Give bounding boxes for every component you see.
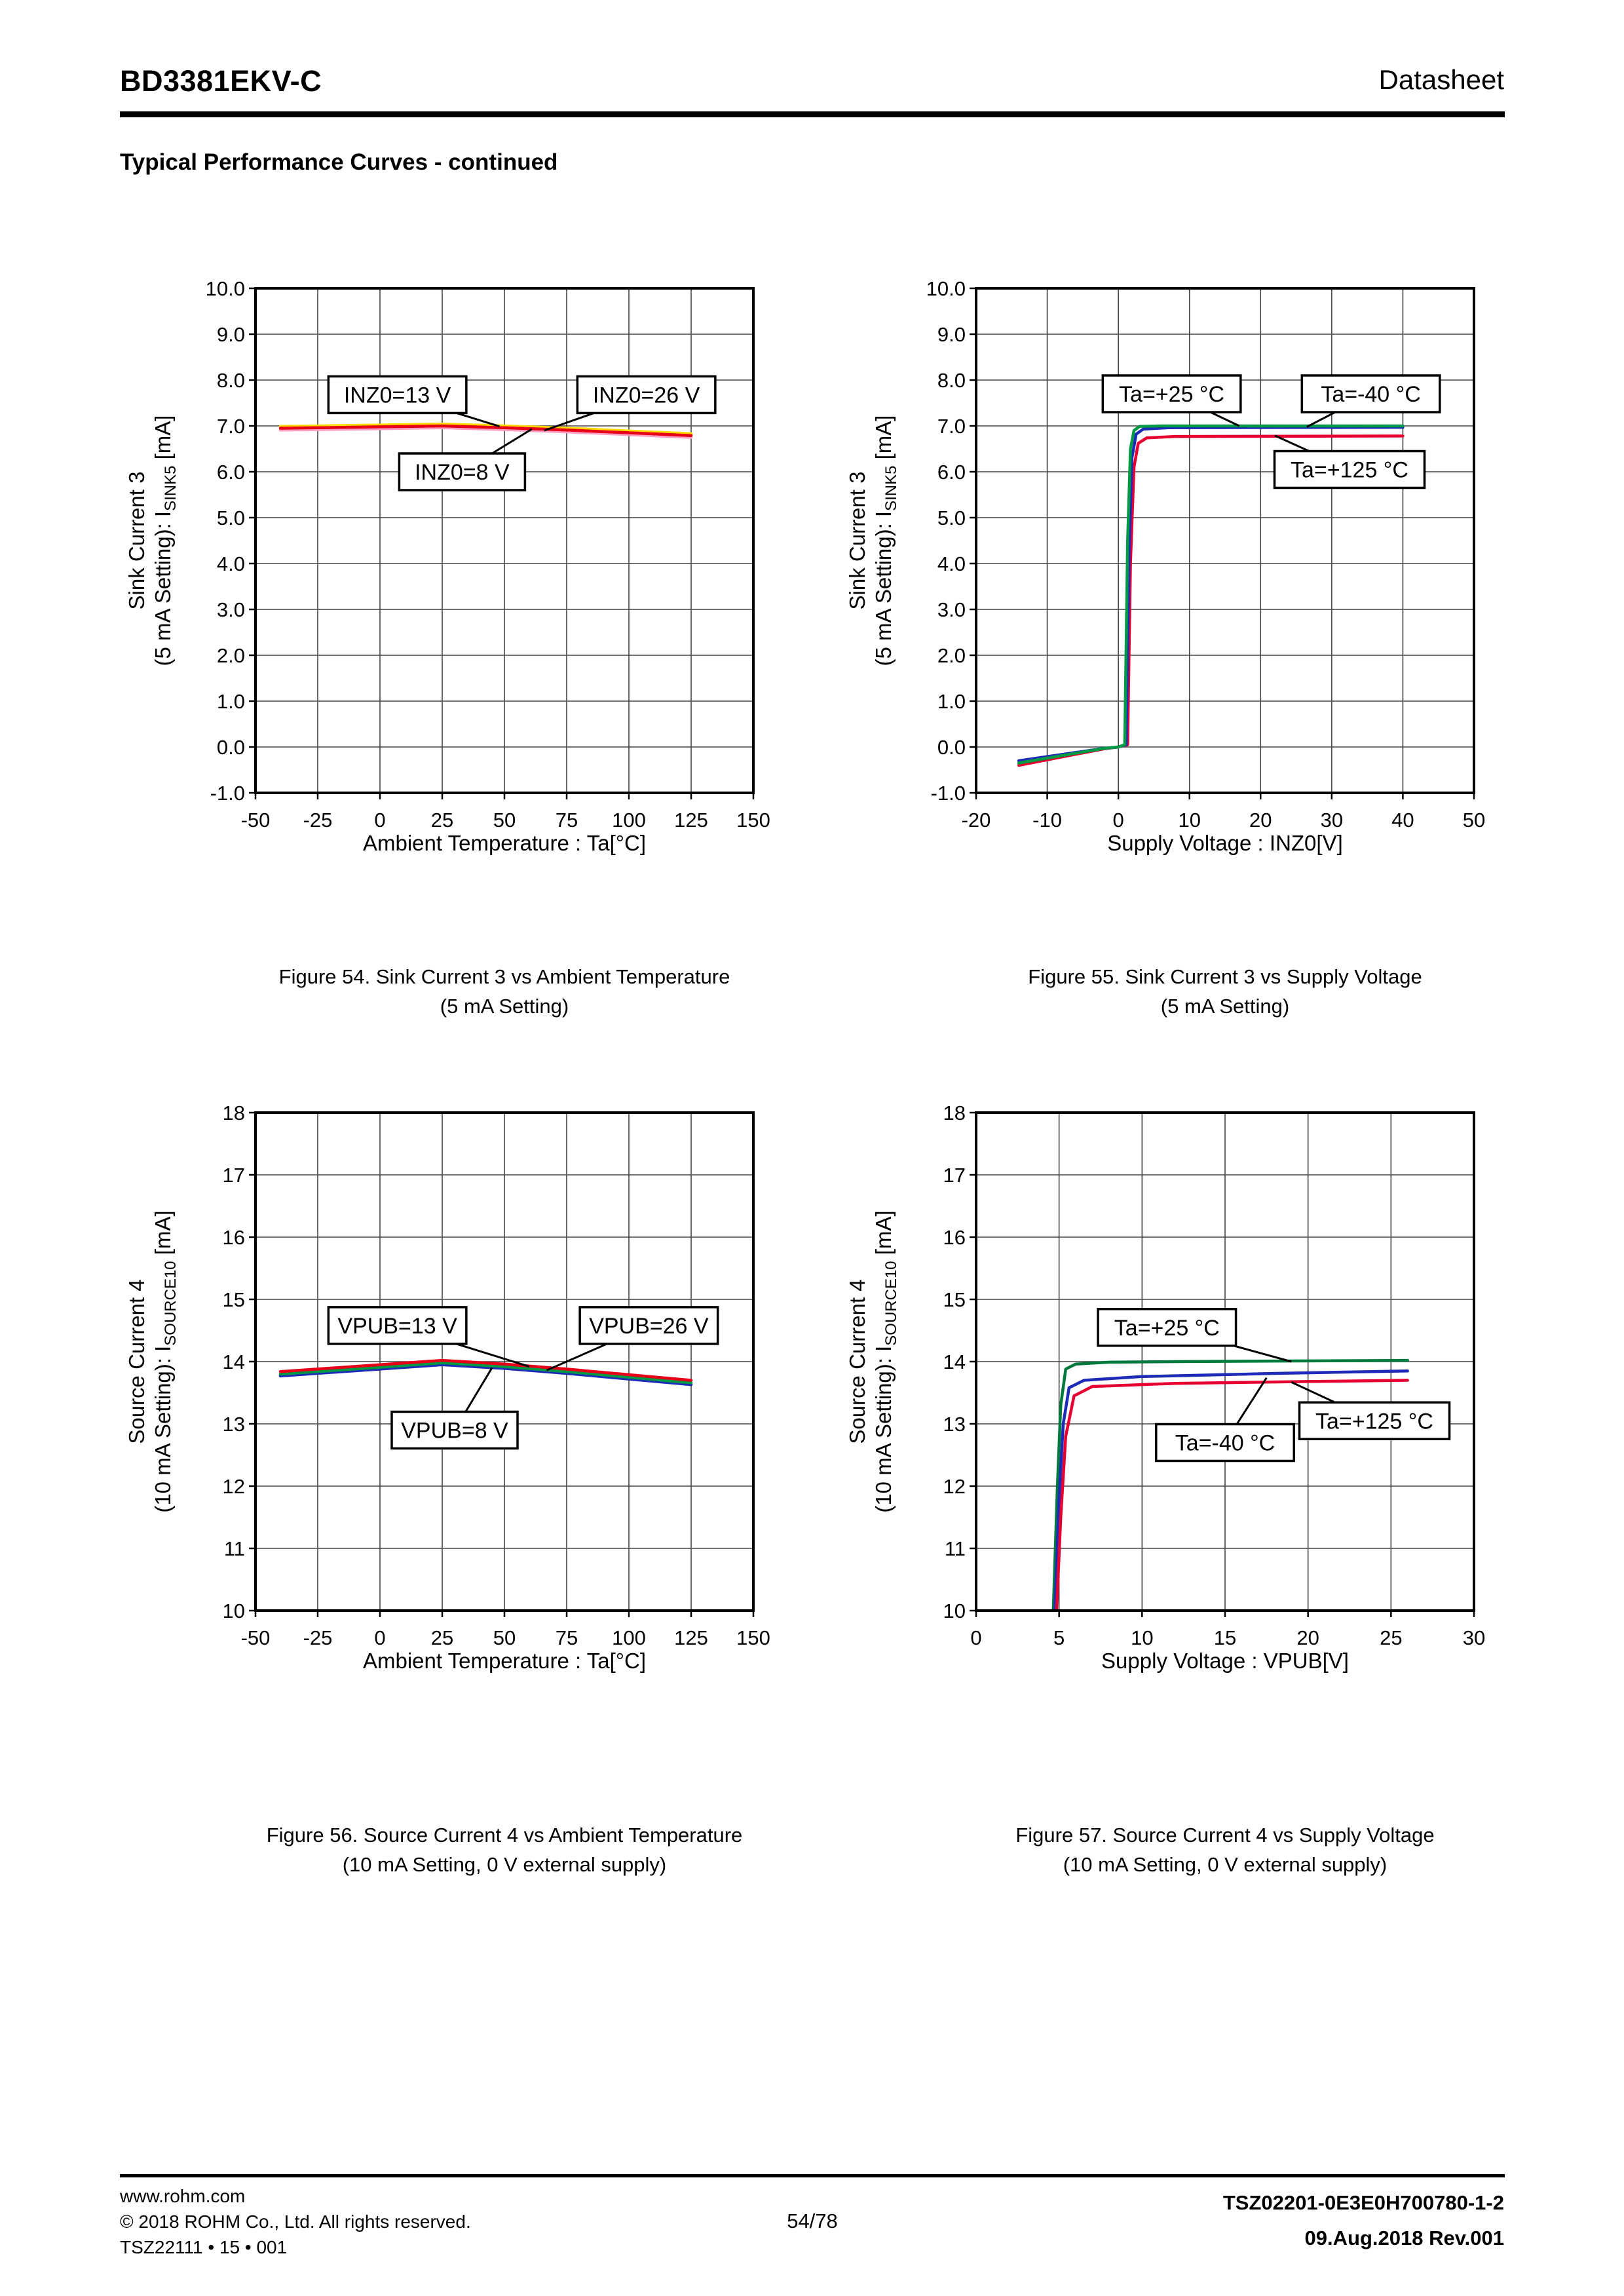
header-rule	[120, 111, 1505, 117]
section-title: Typical Performance Curves - continued	[120, 149, 558, 175]
figure-57-caption: Figure 57. Source Current 4 vs Supply Voltage (10 mA Setting, 0 V external supply)	[1015, 1824, 1435, 1876]
doc-type-label: Datasheet	[1378, 64, 1504, 95]
svg-text:-50: -50	[240, 809, 271, 832]
svg-text:3.0: 3.0	[216, 598, 245, 621]
svg-text:10: 10	[1178, 809, 1201, 832]
svg-text:4.0: 4.0	[937, 552, 966, 575]
svg-text:15: 15	[1213, 1626, 1237, 1649]
page-number: 54/78	[787, 2210, 838, 2232]
svg-text:5.0: 5.0	[937, 506, 966, 529]
svg-text:-1.0: -1.0	[930, 781, 966, 805]
footer-revision: 09.Aug.2018 Rev.001	[1304, 2227, 1504, 2249]
svg-text:0: 0	[970, 1626, 982, 1649]
figure-56-x-axis-label: Ambient Temperature : Ta[°C]	[362, 1649, 646, 1673]
figure-55-caption: Figure 55. Sink Current 3 vs Supply Voltage (5 mA Setting)	[1028, 965, 1422, 1018]
svg-text:2.0: 2.0	[937, 643, 966, 667]
figure-54-y-axis-label: Sink Current 3 (5 mA Setting): $I_{SINK5}$ [mA]	[124, 415, 179, 666]
svg-text:0.0: 0.0	[216, 735, 245, 759]
footer-doc-code: TSZ22111 • 15 • 001	[120, 2237, 288, 2257]
svg-text:13: 13	[943, 1412, 966, 1436]
fig55-plot-border	[976, 288, 1474, 793]
svg-text:40: 40	[1391, 809, 1414, 832]
svg-text:18: 18	[222, 1101, 245, 1124]
svg-text:4.0: 4.0	[216, 552, 245, 575]
fig56-series	[280, 1360, 691, 1385]
figure-57-x-axis-label: Supply Voltage : VPUB[V]	[1101, 1649, 1349, 1673]
svg-text:-25: -25	[303, 1626, 333, 1649]
svg-text:10.0: 10.0	[926, 277, 966, 300]
svg-text:15: 15	[943, 1288, 966, 1311]
figure-55-chart	[819, 262, 1520, 908]
svg-text:30: 30	[1320, 809, 1344, 832]
svg-text:0: 0	[374, 809, 386, 832]
svg-text:20: 20	[1249, 809, 1272, 832]
annotation-label: VPUB=13 V	[337, 1314, 457, 1339]
svg-text:-50: -50	[240, 1626, 271, 1649]
annotation-label: Ta=+125 °C	[1291, 457, 1408, 483]
svg-text:150: 150	[736, 1626, 770, 1649]
svg-text:125: 125	[674, 809, 708, 832]
annotation-label: Ta=+25 °C	[1119, 382, 1225, 408]
figure-57-y-label-line1: Source Current 4	[845, 1279, 870, 1444]
annotation-label: Ta=-40 °C	[1175, 1430, 1275, 1456]
svg-text:20: 20	[1296, 1626, 1319, 1649]
fig55-grid	[926, 277, 1486, 832]
figure-54-y-label-line1: Sink Current 3	[124, 471, 149, 610]
svg-text:6.0: 6.0	[937, 460, 966, 484]
figure-55-x-axis-label: Supply Voltage : INZ0[V]	[1107, 831, 1343, 855]
figure-54-x-axis-label: Ambient Temperature : Ta[°C]	[362, 831, 646, 855]
figure-57-chart	[819, 1086, 1520, 1725]
svg-text:17: 17	[943, 1163, 966, 1187]
svg-text:75: 75	[555, 809, 578, 832]
svg-text:75: 75	[555, 1626, 578, 1649]
footer-website[interactable]: www.rohm.com	[120, 2186, 246, 2206]
annotation-label: INZ0=13 V	[343, 383, 451, 408]
fig56-plot	[98, 1086, 799, 1725]
svg-text:5: 5	[1053, 1626, 1065, 1649]
figure-56-caption: Figure 56. Source Current 4 vs Ambient Temperature (10 mA Setting, 0 V external supply)	[266, 1824, 743, 1876]
svg-text:30: 30	[1462, 1626, 1486, 1649]
annotation-label: VPUB=26 V	[589, 1314, 709, 1339]
svg-text:16: 16	[943, 1225, 966, 1249]
annotation-label: VPUB=8 V	[401, 1418, 508, 1444]
footer-left-block	[120, 2183, 471, 2260]
svg-text:11: 11	[944, 1537, 966, 1560]
footer-ref-number: TSZ02201-0E3E0H700780-1-2	[1222, 2191, 1504, 2214]
figure-56-chart	[98, 1086, 799, 1725]
svg-text:15: 15	[222, 1288, 245, 1311]
annotation-label: Ta=+125 °C	[1315, 1409, 1433, 1434]
svg-text:10: 10	[943, 1599, 966, 1622]
figure-56-y-label-line1: Source Current 4	[124, 1279, 149, 1444]
svg-text:-20: -20	[961, 809, 991, 832]
svg-text:16: 16	[222, 1225, 245, 1249]
figure-55-y-axis-label: Sink Current 3 (5 mA Setting): $I_{SINK5}$ [mA]	[845, 415, 900, 666]
svg-text:6.0: 6.0	[216, 460, 245, 484]
fig55-plot	[819, 262, 1520, 908]
svg-text:5.0: 5.0	[216, 506, 245, 529]
svg-text:3.0: 3.0	[937, 598, 966, 621]
svg-text:0: 0	[1112, 809, 1124, 832]
svg-text:14: 14	[222, 1350, 245, 1373]
annotation-label: INZ0=26 V	[592, 383, 700, 408]
svg-text:17: 17	[222, 1163, 245, 1187]
annotation-label: INZ0=8 V	[415, 460, 510, 486]
fig57-series	[1053, 1360, 1408, 1611]
svg-text:25: 25	[1380, 1626, 1403, 1649]
svg-text:125: 125	[674, 1626, 708, 1649]
footer-rule	[120, 2174, 1505, 2177]
svg-text:50: 50	[493, 1626, 516, 1649]
svg-text:13: 13	[222, 1412, 245, 1436]
svg-text:10: 10	[222, 1599, 245, 1622]
svg-text:8.0: 8.0	[216, 368, 245, 392]
svg-text:14: 14	[943, 1350, 966, 1373]
svg-text:25: 25	[430, 809, 454, 832]
svg-text:12: 12	[943, 1474, 966, 1498]
svg-text:7.0: 7.0	[937, 414, 966, 438]
figure-55-y-label-line1: Sink Current 3	[845, 471, 870, 610]
svg-text:25: 25	[430, 1626, 454, 1649]
svg-text:100: 100	[612, 809, 646, 832]
svg-text:1.0: 1.0	[937, 689, 966, 713]
svg-text:50: 50	[1462, 809, 1486, 832]
figure-54-caption: Figure 54. Sink Current 3 vs Ambient Temperature (5 mA Setting)	[278, 965, 730, 1018]
annotation-label: Ta=+25 °C	[1114, 1315, 1220, 1341]
svg-text:1.0: 1.0	[216, 689, 245, 713]
svg-text:-1.0: -1.0	[210, 781, 245, 805]
svg-text:8.0: 8.0	[937, 368, 966, 392]
figure-56-y-axis-label: Source Current 4 (10 mA Setting): $I_{SOURCE10}$ [mA]	[124, 1210, 179, 1513]
fig54-grid	[206, 277, 770, 832]
fig57-series-Ta=+25 °C	[1053, 1360, 1408, 1611]
fig57-plot	[819, 1086, 1520, 1725]
footer-copyright: © 2018 ROHM Co., Ltd. All rights reserved.	[120, 2211, 471, 2232]
svg-text:11: 11	[223, 1537, 245, 1560]
svg-text:10: 10	[1131, 1626, 1154, 1649]
svg-text:100: 100	[612, 1626, 646, 1649]
svg-text:0.0: 0.0	[937, 735, 966, 759]
footer-right-block	[849, 2185, 1504, 2256]
figure-57-y-axis-label: Source Current 4 (10 mA Setting): $I_{SOURCE10}$ [mA]	[845, 1210, 900, 1513]
svg-text:10.0: 10.0	[205, 277, 245, 300]
svg-text:9.0: 9.0	[937, 322, 966, 346]
svg-text:12: 12	[222, 1474, 245, 1498]
svg-text:7.0: 7.0	[216, 414, 245, 438]
svg-text:2.0: 2.0	[216, 643, 245, 667]
svg-text:9.0: 9.0	[216, 322, 245, 346]
svg-text:150: 150	[736, 809, 770, 832]
svg-text:-25: -25	[303, 809, 333, 832]
part-number: BD3381EKV-C	[120, 64, 322, 98]
svg-text:-10: -10	[1032, 809, 1062, 832]
fig55-annotations	[1103, 375, 1439, 488]
figure-54-chart	[98, 262, 799, 908]
svg-text:0: 0	[374, 1626, 386, 1649]
svg-text:50: 50	[493, 809, 516, 832]
fig54-plot	[98, 262, 799, 908]
annotation-label: Ta=-40 °C	[1321, 382, 1421, 408]
svg-text:18: 18	[943, 1101, 966, 1124]
